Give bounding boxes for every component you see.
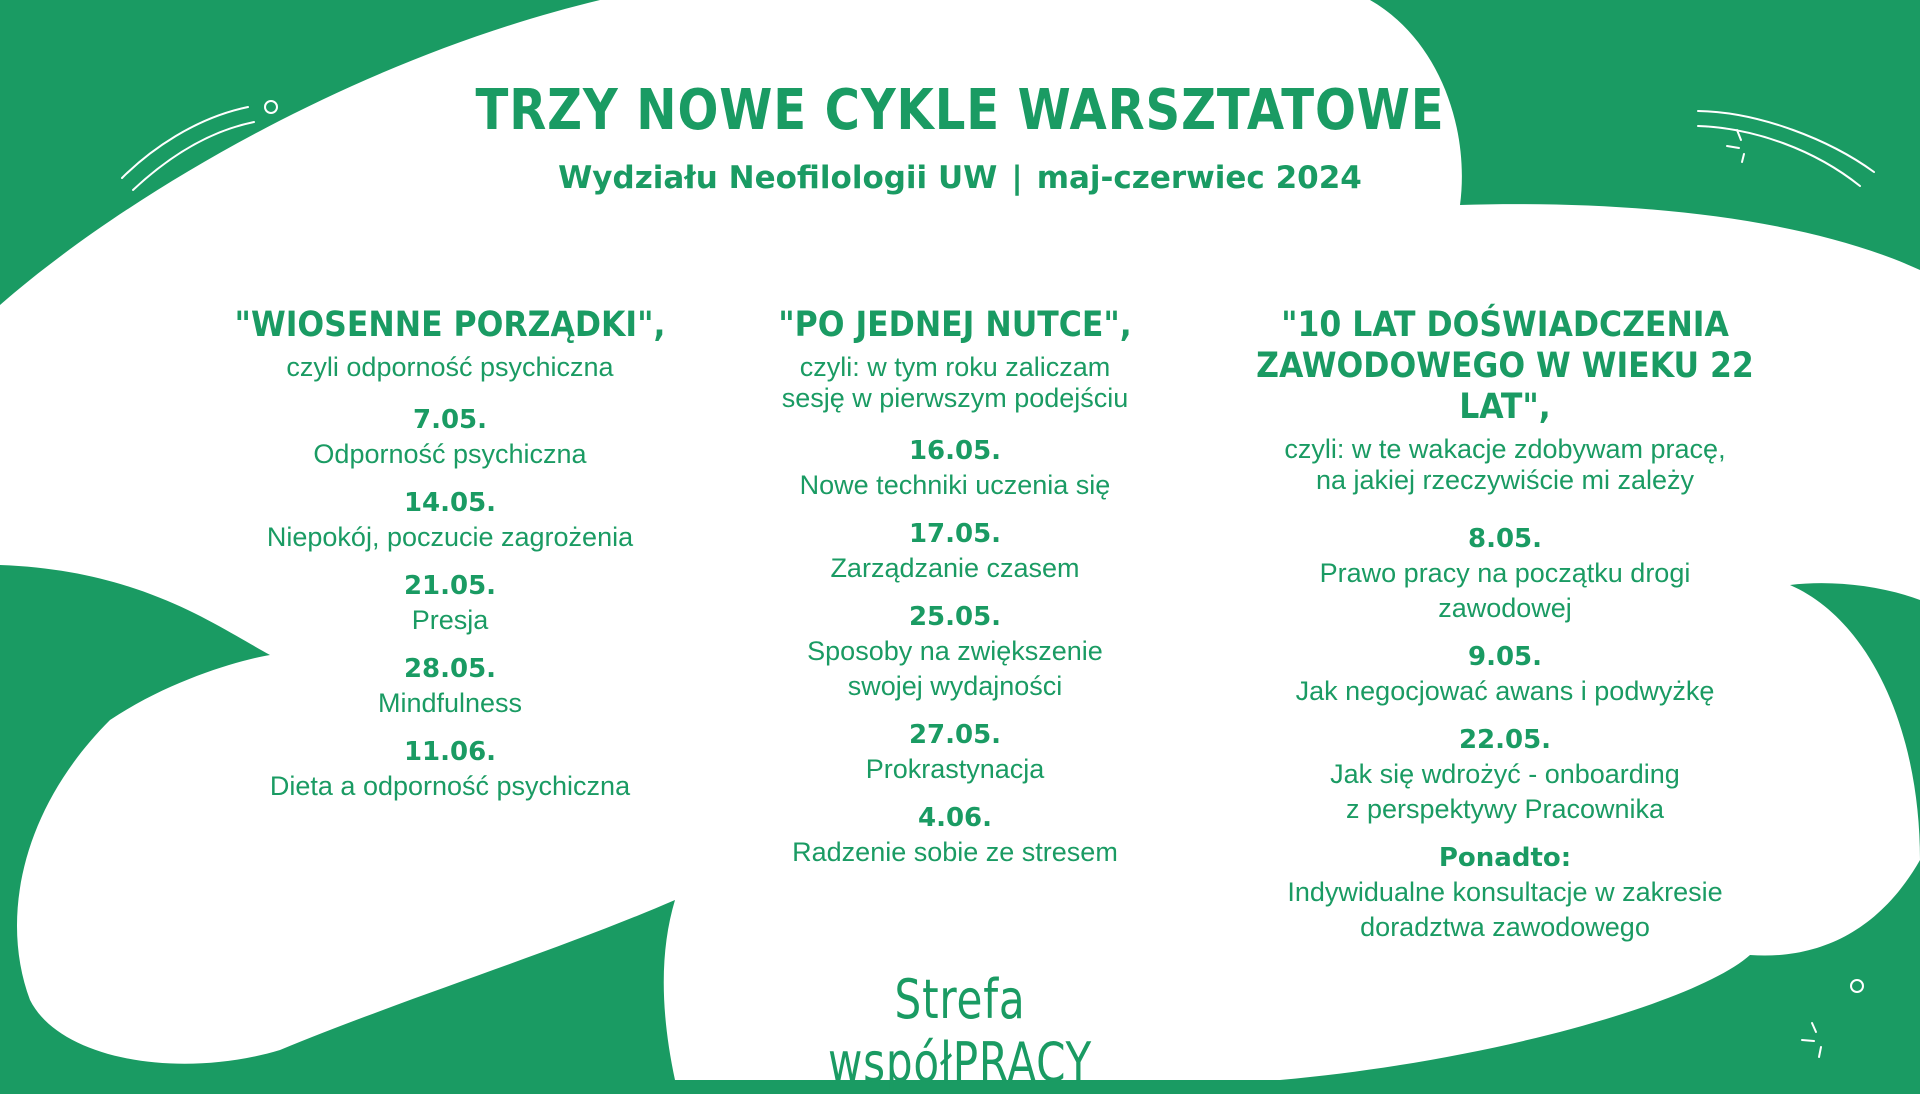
session-date: 8.05.	[1467, 524, 1543, 554]
session-item	[225, 735, 675, 804]
session-item	[725, 434, 1185, 503]
session-date: 14.05.	[403, 488, 497, 518]
session-item	[725, 517, 1185, 586]
session-topic: Indywidualne konsultacje w zakresie doradztwa zawodowego	[1287, 877, 1723, 942]
session-item	[225, 569, 675, 638]
session-item	[725, 718, 1185, 787]
workshop-cycle-career	[1230, 305, 1780, 959]
session-topic: Mindfulness	[377, 688, 523, 718]
cycle-subtitle: czyli odporność psychiczna	[286, 352, 614, 382]
cycle-title: "WIOSENNE PORZĄDKI",	[234, 305, 666, 345]
session-topic: Niepokój, poczucie zagrożenia	[266, 522, 634, 552]
session-list	[225, 403, 675, 804]
session-topic: Presja	[411, 605, 489, 635]
session-topic: Prawo pracy na początku drogi zawodowej	[1319, 558, 1691, 623]
workshop-cycle-psychological-resilience	[225, 305, 675, 818]
session-topic: Dieta a odporność psychiczna	[269, 771, 631, 801]
subtitle-dates: maj-czerwiec 2024	[1036, 160, 1362, 196]
session-topic: Jak się wdrożyć - onboarding z perspektywy Pracownika	[1330, 759, 1680, 824]
session-date: Ponadto:	[1438, 843, 1572, 873]
session-topic: Odporność psychiczna	[313, 439, 587, 469]
session-topic: Prokrastynacja	[865, 754, 1045, 784]
session-item	[1230, 723, 1780, 827]
strefa-wspolpracy-logo: Strefa współPRACY	[827, 968, 1093, 1094]
session-date: 11.06.	[403, 737, 497, 767]
session-date: 22.05.	[1458, 725, 1552, 755]
session-item	[1230, 640, 1780, 709]
subtitle-separator: |	[1011, 160, 1023, 196]
subtitle-faculty: Wydziału Neofilologii UW	[558, 160, 998, 196]
session-item	[225, 652, 675, 721]
session-date: 27.05.	[908, 720, 1002, 750]
session-list	[1230, 522, 1780, 945]
cycle-subtitle: czyli: w tym roku zaliczam sesję w pierwszym podejściu	[781, 352, 1129, 413]
session-item	[1230, 522, 1780, 626]
session-date: 21.05.	[403, 571, 497, 601]
session-date: 28.05.	[403, 654, 497, 684]
session-topic: Jak negocjować awans i podwyżkę	[1295, 676, 1715, 706]
session-topic: Nowe techniki uczenia się	[799, 470, 1111, 500]
session-date: 16.05.	[908, 436, 1002, 466]
session-list	[725, 434, 1185, 870]
cycle-title: "PO JEDNEJ NUTCE",	[778, 305, 1132, 345]
session-date: 9.05.	[1467, 642, 1543, 672]
session-item	[225, 403, 675, 472]
cycle-title: "10 LAT DOŚWIADCZENIA ZAWODOWEGO W WIEKU 22 LAT",	[1256, 305, 1754, 427]
session-item	[725, 801, 1185, 870]
page-subtitle	[0, 160, 1920, 196]
session-topic: Radzenie sobie ze stresem	[792, 837, 1118, 867]
session-date: 7.05.	[412, 405, 488, 435]
session-topic: Sposoby na zwiększenie swojej wydajności	[807, 636, 1103, 701]
cycle-subtitle: czyli: w te wakacje zdobywam pracę, na jakiej rzeczywiście mi zależy	[1284, 434, 1726, 495]
session-date: 4.06.	[917, 803, 993, 833]
session-item	[725, 600, 1185, 704]
session-date: 17.05.	[908, 519, 1002, 549]
session-topic: Zarządzanie czasem	[830, 553, 1080, 583]
session-item	[225, 486, 675, 555]
session-date: 25.05.	[908, 602, 1002, 632]
page-title: TRZY NOWE CYKLE WARSZTATOWE	[475, 78, 1445, 143]
workshop-cycle-study-skills	[725, 305, 1185, 884]
session-item	[1230, 841, 1780, 945]
